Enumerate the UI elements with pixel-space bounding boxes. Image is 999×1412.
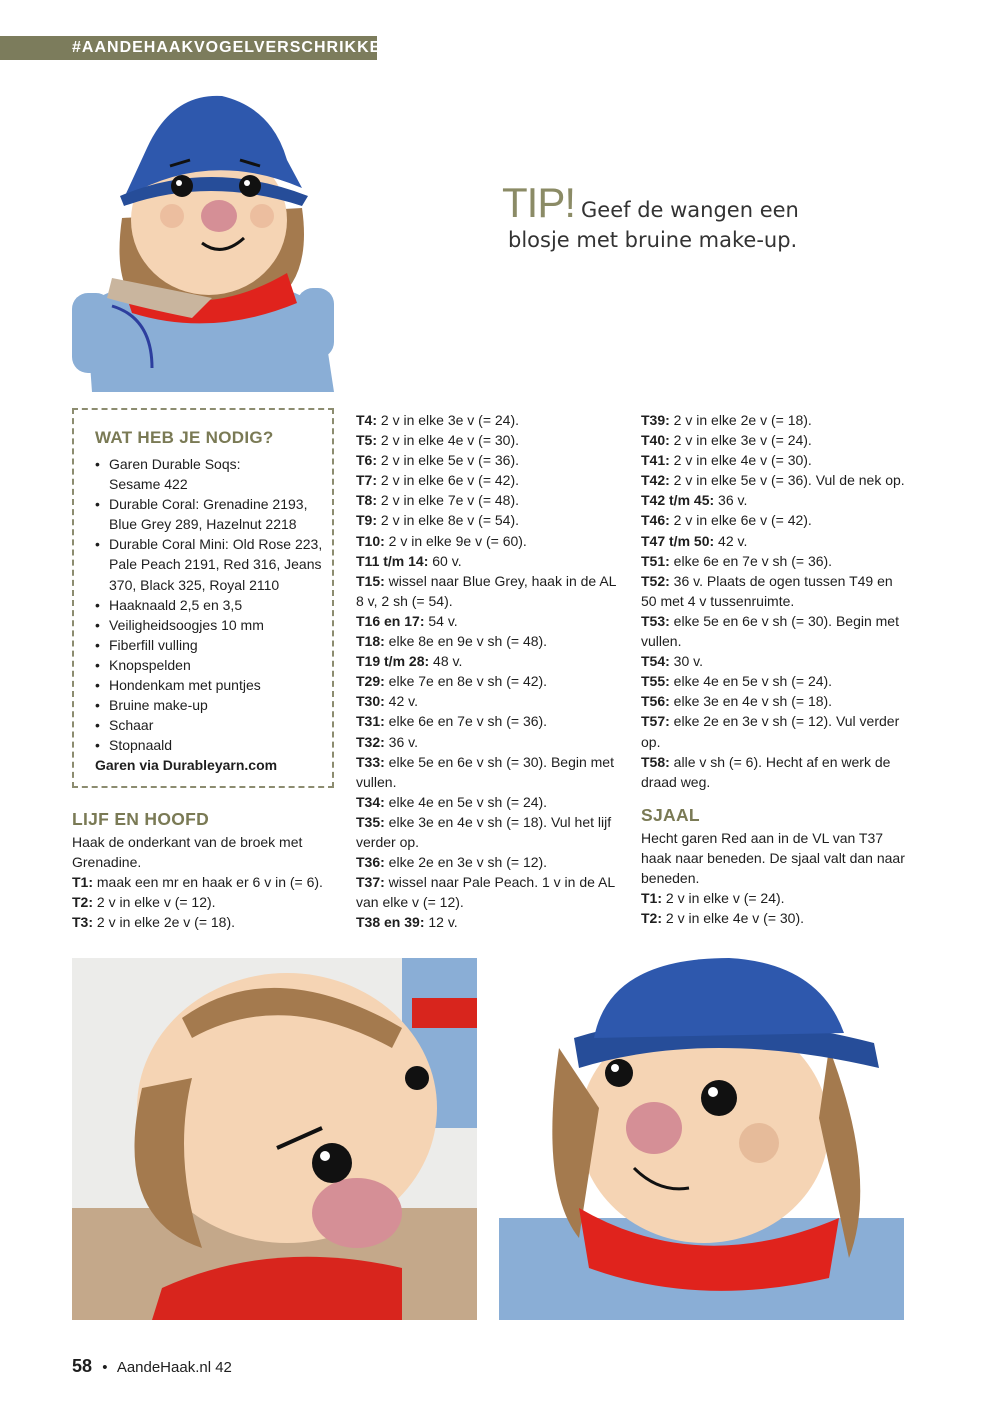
materials-item: • Bruine make-up: [95, 695, 332, 715]
tip-label: TIP!: [502, 179, 576, 226]
hashtag-banner: #AANDEHAAKVOGELVERSCHRIKKER: [0, 36, 377, 60]
page-number: 58: [72, 1356, 93, 1376]
instruction-row: T1: 2 v in elke v (= 24).: [641, 890, 785, 907]
instruction-row: T56: elke 3e en 4e v sh (= 18).: [641, 693, 833, 710]
instruction-row: T42 t/m 45: 36 v.: [641, 492, 748, 509]
body-head-section: [72, 808, 337, 932]
instruction-row: T30: 42 v.: [356, 693, 418, 710]
scarf-title: SJAAL: [641, 804, 700, 825]
materials-item: • Stopnaald: [95, 735, 332, 755]
instructions-column-3: [641, 410, 911, 928]
instruction-row: T41: 2 v in elke 4e v (= 30).: [641, 452, 812, 469]
head-closeup-photo: [72, 958, 477, 1320]
instruction-row: T19 t/m 28: 48 v.: [356, 653, 463, 670]
scarf-intro: Hecht garen Red aan in de VL van T37 haak naar beneden. De sjaal valt dan naar beneden.: [641, 829, 905, 886]
instruction-row: T53: elke 5e en 6e v sh (= 30). Begin met vullen.: [641, 612, 899, 650]
instruction-row: T10: 2 v in elke 9e v (= 60).: [356, 532, 527, 549]
materials-item: • Schaar: [95, 715, 332, 735]
instruction-row: T37: wissel naar Pale Peach. 1 v in de AL van elke v (= 12).: [356, 874, 615, 911]
instruction-row: T55: elke 4e en 5e v sh (= 24).: [641, 673, 833, 690]
instruction-row: T32: 36 v.: [356, 733, 418, 750]
instruction-row: T47 t/m 50: 42 v.: [641, 532, 748, 549]
yarn-source: Garen via Durableyarn.com: [95, 757, 278, 774]
instruction-row: T15: wissel naar Blue Grey, haak in de AL 8 v, 2 sh (= 54).: [356, 572, 616, 609]
materials-item: • Fiberfill vulling: [95, 635, 332, 655]
scarecrow-photo-top: [72, 88, 334, 392]
footer-bullet: •: [102, 1359, 108, 1376]
instruction-row: T38 en 39: 12 v.: [356, 914, 458, 931]
instruction-row: T54: 30 v.: [641, 653, 703, 670]
instruction-row: T36: elke 2e en 3e v sh (= 12).: [356, 854, 548, 871]
materials-item: • Veiligheidsoogjes 10 mm: [95, 615, 332, 635]
materials-list: [95, 454, 332, 755]
page-footer: [72, 1356, 232, 1377]
instruction-row: T2: 2 v in elke v (= 12).: [72, 894, 216, 911]
tip-text-line2: blosje met bruine make-up.: [508, 228, 798, 252]
instruction-row: T31: elke 6e en 7e v sh (= 36).: [356, 713, 548, 730]
materials-item: • Haaknaald 2,5 en 3,5: [95, 595, 332, 615]
materials-item: • Durable Coral: Grenadine 2193, Blue Grey 289, Hazelnut 2218: [95, 494, 319, 534]
materials-title: WAT HEB JE NODIG?: [95, 428, 274, 447]
instruction-row: T4: 2 v in elke 3e v (= 24).: [356, 412, 520, 428]
body-head-intro: Haak de onderkant van de broek met Grenadine.: [72, 834, 303, 871]
instruction-row: T2: 2 v in elke 4e v (= 30).: [641, 910, 805, 927]
instruction-row: T7: 2 v in elke 6e v (= 42).: [356, 472, 520, 489]
tip-callout: [502, 179, 799, 252]
materials-item: • Garen Durable Soqs: Sesame 422: [95, 454, 284, 494]
instruction-row: T52: 36 v. Plaats de ogen tussen T49 en 50 met 4 v tussenruimte.: [641, 572, 893, 609]
head-rows: [641, 410, 911, 792]
instruction-row: T33: elke 5e en 6e v sh (= 30). Begin met vullen.: [356, 753, 614, 790]
magazine-name: AandeHaak.nl 42: [116, 1359, 232, 1376]
instruction-row: T39: 2 v in elke 2e v (= 18).: [641, 412, 812, 428]
instruction-row: T42: 2 v in elke 5e v (= 36). Vul de nek op.: [641, 472, 905, 489]
face-photo: [499, 958, 904, 1320]
instruction-row: T16 en 17: 54 v.: [356, 612, 458, 629]
materials-box: [72, 408, 334, 788]
instruction-row: T34: elke 4e en 5e v sh (= 24).: [356, 793, 548, 810]
instruction-row: T1: maak een mr en haak er 6 v in (= 6).: [72, 874, 323, 891]
instruction-row: T11 t/m 14: 60 v.: [356, 552, 462, 569]
instruction-row: T6: 2 v in elke 5e v (= 36).: [356, 452, 520, 469]
materials-item: • Knopspelden: [95, 655, 332, 675]
instruction-row: T8: 2 v in elke 7e v (= 48).: [356, 492, 520, 509]
instruction-row: T40: 2 v in elke 3e v (= 24).: [641, 432, 812, 449]
instruction-row: T51: elke 6e en 7e v sh (= 36).: [641, 552, 833, 569]
instruction-row: T57: elke 2e en 3e v sh (= 12). Vul verder op.: [641, 713, 900, 750]
body-head-title: LIJF EN HOOFD: [72, 809, 210, 829]
instruction-row: T5: 2 v in elke 4e v (= 30).: [356, 432, 520, 449]
instruction-row: T46: 2 v in elke 6e v (= 42).: [641, 512, 812, 529]
instruction-row: T9: 2 v in elke 8e v (= 54).: [356, 512, 520, 529]
materials-item: • Durable Coral Mini: Old Rose 223, Pale Peach 2191, Red 316, Jeans 370, Black 325, Royal 2110: [95, 534, 324, 594]
instructions-column-2: [356, 410, 621, 932]
instruction-row: T3: 2 v in elke 2e v (= 18).: [72, 914, 236, 931]
materials-item: • Hondenkam met puntjes: [95, 675, 332, 695]
instruction-row: T58: alle v sh (= 6). Hecht af en werk de draad weg.: [641, 753, 891, 790]
instruction-row: T29: elke 7e en 8e v sh (= 42).: [356, 673, 548, 690]
instruction-row: T18: elke 8e en 9e v sh (= 48).: [356, 633, 548, 650]
instruction-row: T35: elke 3e en 4e v sh (= 18). Vul het lijf verder op.: [356, 813, 612, 850]
tip-text-line1: Geef de wangen een: [581, 198, 799, 222]
